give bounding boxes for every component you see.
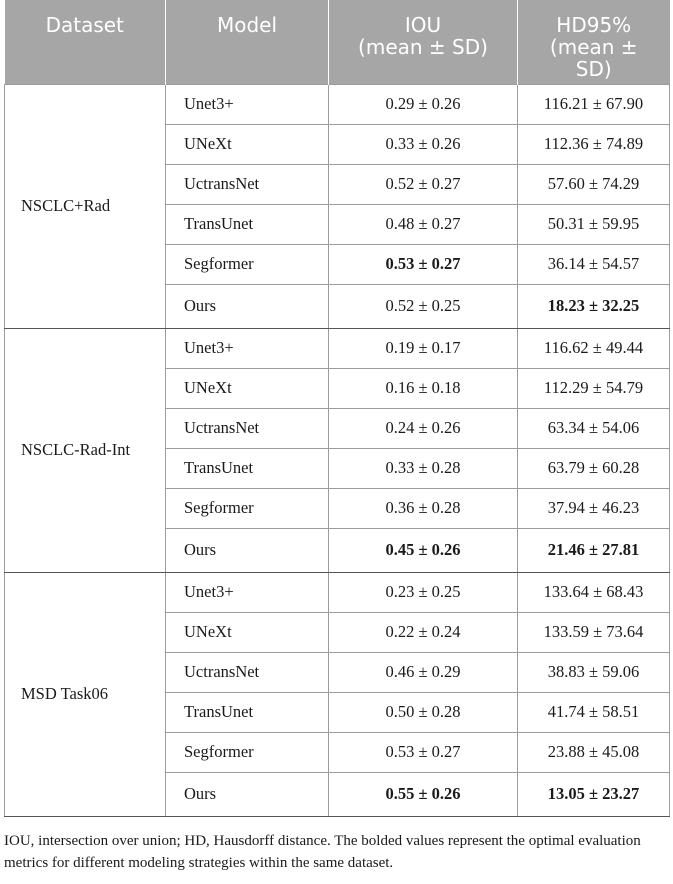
iou-cell: 0.53 ± 0.27 (329, 244, 518, 284)
iou-cell: 0.52 ± 0.27 (329, 164, 518, 204)
iou-cell: 0.46 ± 0.29 (329, 652, 518, 692)
model-cell: Ours (166, 772, 329, 816)
hd95-cell: 18.23 ± 32.25 (518, 284, 670, 328)
dataset-cell: NSCLC-Rad-Int (5, 328, 166, 572)
iou-cell: 0.50 ± 0.28 (329, 692, 518, 732)
iou-cell: 0.33 ± 0.28 (329, 448, 518, 488)
hd95-cell: 133.59 ± 73.64 (518, 612, 670, 652)
hd95-cell: 112.36 ± 74.89 (518, 124, 670, 164)
model-cell: UctransNet (166, 652, 329, 692)
hd95-cell: 116.21 ± 67.90 (518, 84, 670, 124)
model-cell: Unet3+ (166, 84, 329, 124)
iou-cell: 0.45 ± 0.26 (329, 528, 518, 572)
iou-cell: 0.29 ± 0.26 (329, 84, 518, 124)
iou-cell: 0.48 ± 0.27 (329, 204, 518, 244)
results-table (4, 0, 670, 817)
iou-cell: 0.53 ± 0.27 (329, 732, 518, 772)
header-model: Model (166, 0, 329, 84)
hd95-cell: 112.29 ± 54.79 (518, 368, 670, 408)
table-body (5, 84, 670, 816)
hd95-cell: 36.14 ± 54.57 (518, 244, 670, 284)
model-cell: Segformer (166, 732, 329, 772)
model-cell: Ours (166, 284, 329, 328)
hd95-cell: 23.88 ± 45.08 (518, 732, 670, 772)
iou-cell: 0.22 ± 0.24 (329, 612, 518, 652)
header-row (5, 0, 670, 84)
hd95-cell: 57.60 ± 74.29 (518, 164, 670, 204)
header-hd95: HD95% (mean ± SD) (518, 0, 670, 84)
iou-cell: 0.19 ± 0.17 (329, 328, 518, 368)
model-cell: Segformer (166, 488, 329, 528)
hd95-cell: 50.31 ± 59.95 (518, 204, 670, 244)
iou-cell: 0.24 ± 0.26 (329, 408, 518, 448)
hd95-cell: 63.79 ± 60.28 (518, 448, 670, 488)
header-dataset: Dataset (5, 0, 166, 84)
model-cell: UNeXt (166, 612, 329, 652)
model-cell: Unet3+ (166, 328, 329, 368)
iou-cell: 0.23 ± 0.25 (329, 572, 518, 612)
model-cell: UNeXt (166, 124, 329, 164)
hd95-cell: 13.05 ± 23.27 (518, 772, 670, 816)
hd95-cell: 133.64 ± 68.43 (518, 572, 670, 612)
model-cell: TransUnet (166, 448, 329, 488)
model-cell: UNeXt (166, 368, 329, 408)
hd95-cell: 38.83 ± 59.06 (518, 652, 670, 692)
dataset-cell: MSD Task06 (5, 572, 166, 816)
model-cell: Segformer (166, 244, 329, 284)
iou-cell: 0.52 ± 0.25 (329, 284, 518, 328)
model-cell: UctransNet (166, 408, 329, 448)
table-row (5, 84, 670, 124)
model-cell: TransUnet (166, 692, 329, 732)
hd95-cell: 63.34 ± 54.06 (518, 408, 670, 448)
hd95-cell: 37.94 ± 46.23 (518, 488, 670, 528)
iou-cell: 0.16 ± 0.18 (329, 368, 518, 408)
model-cell: Ours (166, 528, 329, 572)
model-cell: UctransNet (166, 164, 329, 204)
hd95-cell: 116.62 ± 49.44 (518, 328, 670, 368)
iou-cell: 0.36 ± 0.28 (329, 488, 518, 528)
hd95-cell: 41.74 ± 58.51 (518, 692, 670, 732)
results-table-container (4, 0, 669, 817)
table-row (5, 572, 670, 612)
table-footnote: IOU, intersection over union; HD, Hausdorff distance. The bolded values represent the optimal evaluation metrics for different modeling strategies within the same dataset. (4, 833, 641, 871)
model-cell: Unet3+ (166, 572, 329, 612)
hd95-cell: 21.46 ± 27.81 (518, 528, 670, 572)
iou-cell: 0.33 ± 0.26 (329, 124, 518, 164)
iou-cell: 0.55 ± 0.26 (329, 772, 518, 816)
header-iou: IOU (mean ± SD) (329, 0, 518, 84)
model-cell: TransUnet (166, 204, 329, 244)
table-row (5, 328, 670, 368)
dataset-cell: NSCLC+Rad (5, 84, 166, 328)
